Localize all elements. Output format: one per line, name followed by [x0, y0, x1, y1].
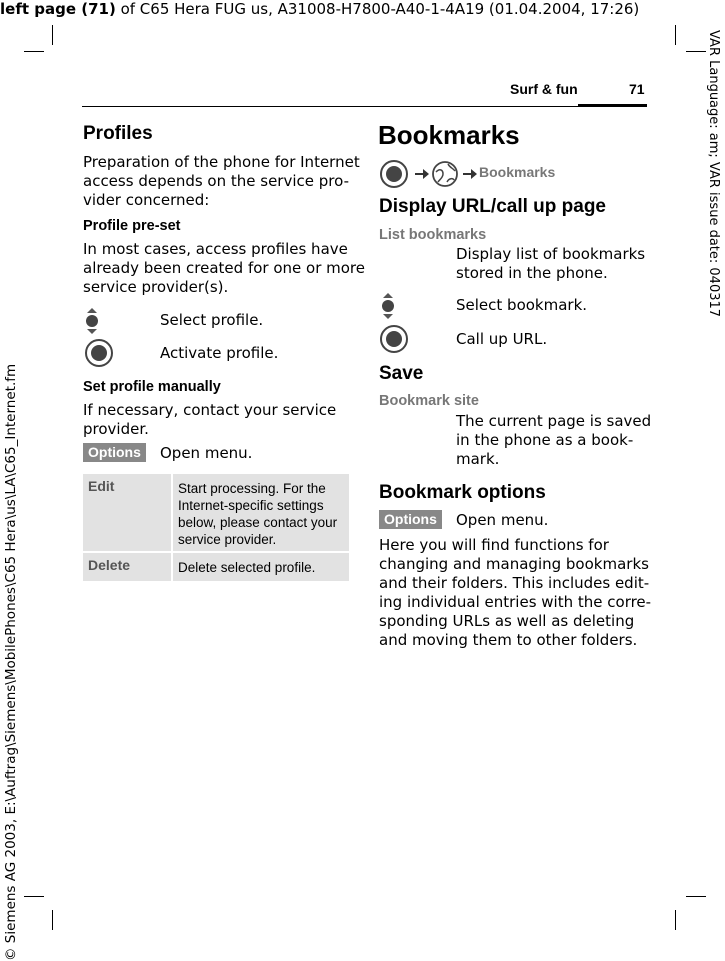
var-language-note: VAR Language: am; VAR issue date: 040317	[706, 30, 721, 318]
profile-preset-heading: Profile pre-set	[83, 218, 181, 234]
slug-line	[0, 0, 639, 18]
arrow-right-icon	[463, 168, 477, 180]
manual-profile-text: If necessary, contact your service provider.	[83, 401, 337, 438]
select-profile-text: Select profile.	[160, 311, 264, 329]
bookmark-options-heading: Bookmark options	[379, 482, 546, 503]
table-row-edit-desc: Start processing. For the Internet-specific settings below, please contact your service provider.	[173, 474, 349, 551]
table-row-delete-desc: Delete selected profile.	[173, 553, 349, 581]
display-url-heading: Display URL/call up page	[379, 196, 606, 217]
list-bookmarks-desc: Display list of bookmarks stored in the phone.	[456, 245, 646, 282]
bookmark-options-text: Here you will find functions for changing and managing bookmarks and their folders. This includes edit- ing individual entries with the corre- sponding URLs as well as deleting and moving them to other folders.	[379, 536, 652, 649]
page-number: 71	[629, 81, 645, 97]
bookmarks-heading: Bookmarks	[378, 120, 520, 150]
manual-profile-heading: Set profile manually	[83, 379, 221, 395]
slug-page: left page (71)	[0, 0, 116, 18]
table-row-delete-key: Delete	[83, 553, 171, 581]
open-menu-text: Open menu.	[456, 511, 549, 529]
navigation-key-icon	[84, 307, 100, 335]
profiles-intro: Preparation of the phone for Internet access depends on the service pro- vider concerned:	[83, 153, 360, 209]
options-softkey[interactable]: Options	[83, 443, 146, 462]
profile-preset-text: In most cases, access profiles have already been created for one or more service provider(s).	[83, 240, 365, 296]
header-tab	[578, 104, 647, 107]
header-rule	[82, 106, 647, 107]
menu-path	[379, 158, 579, 188]
list-bookmarks-heading: List bookmarks	[379, 227, 487, 243]
section-title: Surf & fun	[510, 81, 578, 97]
profiles-heading: Profiles	[83, 123, 153, 144]
navigation-key-icon	[380, 292, 396, 320]
activate-profile-text: Activate profile.	[160, 344, 279, 362]
copyright-path: © Siemens AG 2003, E:\Auftrag\Siemens\MobilePhones\C65 Hera\us\LA\C65_Internet.fm	[3, 363, 19, 961]
call-url-text: Call up URL.	[456, 330, 548, 348]
save-heading: Save	[379, 363, 424, 384]
path-bookmarks-label: Bookmarks	[479, 164, 556, 180]
center-key-icon	[379, 159, 409, 189]
slug-details: of C65 Hera FUG us, A31008-H7800-A40-1-4A19 (01.04.2004, 17:26)	[115, 0, 640, 18]
center-key-icon	[379, 324, 409, 354]
open-menu-text: Open menu.	[160, 444, 253, 462]
select-bookmark-text: Select bookmark.	[456, 296, 588, 314]
options-softkey[interactable]: Options	[379, 510, 442, 529]
arrow-right-icon	[415, 168, 429, 180]
bookmark-site-heading: Bookmark site	[379, 393, 479, 409]
globe-icon	[431, 160, 459, 188]
table-row-edit-key: Edit	[83, 474, 171, 551]
bookmark-site-desc: The current page is saved in the phone as a book- mark.	[456, 412, 652, 468]
center-key-icon	[84, 338, 114, 368]
